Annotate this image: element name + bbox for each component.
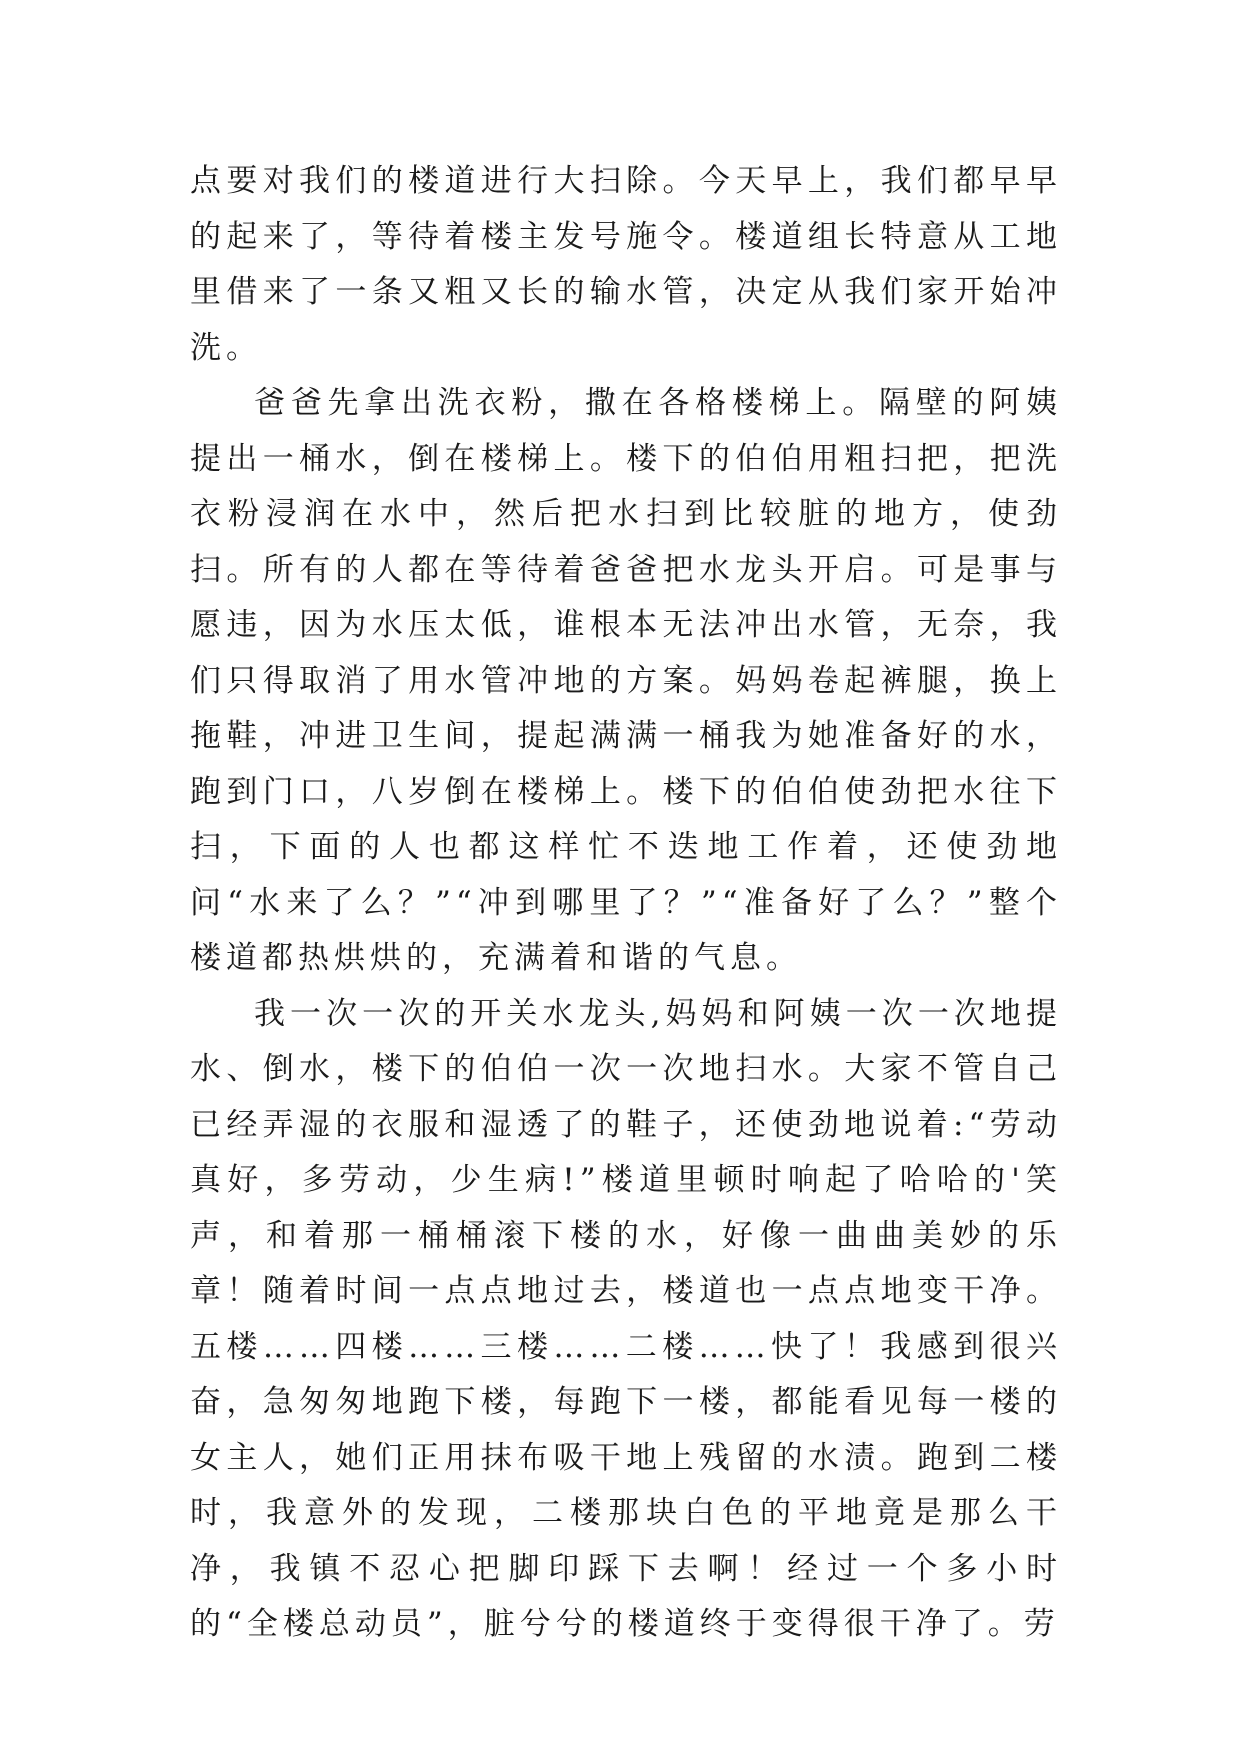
paragraph-2: 爸爸先拿出洗衣粉，撒在各格楼梯上。隔壁的阿姨提出一桶水，倒在楼梯上。楼下的伯伯用粗扫把，把洗衣粉浸润在水中，然后把水扫到比较脏的地方，使劲扫。所有的人都在等待着爸爸把水龙头开启。可是事与愿违，因为水压太低，谁根本无法冲出水管，无奈，我们只得取消了用水管冲地的方案。妈妈卷起裤腿，换上拖鞋，冲进卫生间，提起满满一桶我为她准备好的水，跑到门口，八岁倒在楼梯上。楼下的伯伯使劲把水往下扫，下面的人也都这样忙不迭地工作着，还使劲地问“水来了么？”“冲到哪里了？”“准备好了么？”整个楼道都热烘烘的，充满着和谐的气息。 xyxy=(190,385,1062,976)
paragraph-1: 点要对我们的楼道进行大扫除。今天早上，我们都早早的起来了，等待着楼主发号施令。楼道组长特意从工地里借来了一条又粗又长的输水管，决定从我们家开始冲洗。 xyxy=(190,163,1062,366)
paragraph-3: 我一次一次的开关水龙头,妈妈和阿姨一次一次地提水、倒水，楼下的伯伯一次一次地扫水。大家不管自己已经弄湿的衣服和湿透了的鞋子，还使劲地说着:“劳动真好，多劳动，少生病!”楼道里顿时响起了哈哈的'笑声，和着那一桶桶滚下楼的水，好像一曲曲美妙的乐章！随着时间一点点地过去，楼道也一点点地变干净。五楼……四楼……三楼……二楼……快了！我感到很兴奋，急匆匆地跑下楼，每跑下一楼，都能看见每一楼的女主人，她们正用抹布吸干地上残留的水渍。跑到二楼时，我意外的发现，二楼那块白色的平地竟是那么干净，我镇不忍心把脚印踩下去啊！经过一个多小时的“全楼总动员”，脏兮兮的楼道终于变得很干净了。劳 xyxy=(190,995,1062,1642)
document-body xyxy=(190,154,1062,1653)
